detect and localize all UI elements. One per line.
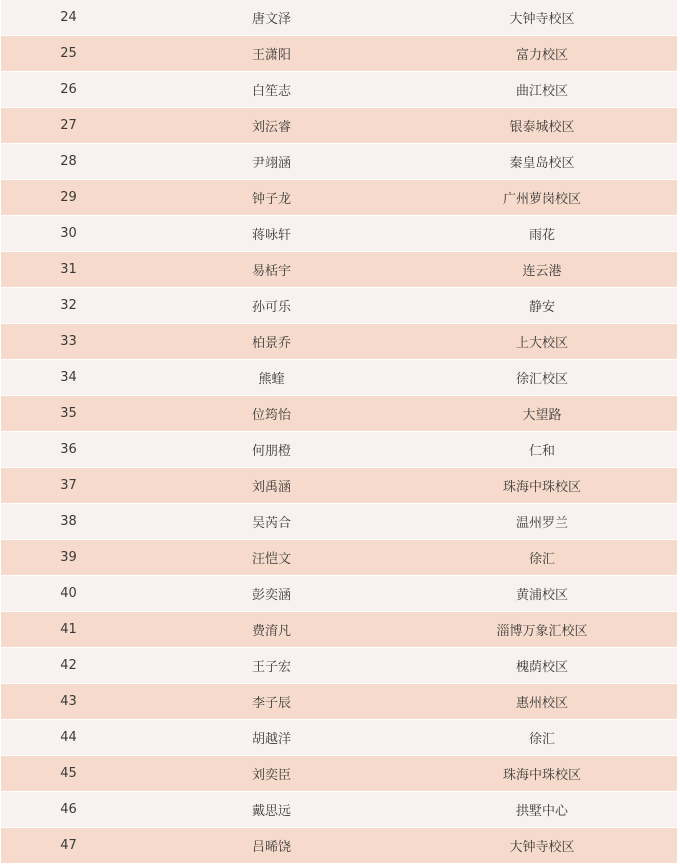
table-row	[1, 0, 677, 36]
campus-name: 惠州校区	[515, 696, 568, 711]
table-row	[1, 216, 677, 252]
student-name: 王子宏	[251, 660, 291, 675]
student-name: 吴芮合	[251, 516, 291, 531]
row-number: 40	[60, 586, 77, 601]
table-row	[1, 72, 677, 108]
campus-name: 徐汇	[528, 552, 555, 567]
row-number: 46	[60, 802, 77, 817]
campus-name: 上大校区	[515, 336, 568, 351]
row-number: 38	[60, 514, 77, 529]
campus-name: 仁和	[528, 444, 555, 459]
campus-name: 温州罗兰	[515, 516, 568, 531]
student-name: 汪恺文	[251, 552, 291, 567]
row-number: 32	[60, 298, 77, 313]
table-row	[1, 396, 677, 432]
table-row	[1, 144, 677, 180]
row-number: 33	[60, 334, 77, 349]
row-number: 27	[60, 118, 77, 133]
campus-name: 秦皇岛校区	[509, 156, 575, 171]
student-name: 白笙志	[251, 84, 291, 99]
table-row	[1, 648, 677, 684]
table-row	[1, 288, 677, 324]
row-number: 45	[60, 766, 77, 781]
campus-name: 连云港	[522, 264, 562, 279]
row-number: 44	[60, 730, 77, 745]
table-row	[1, 252, 677, 288]
student-name: 熊蝰	[258, 372, 285, 387]
student-name: 尹翊涵	[251, 156, 291, 171]
campus-name: 徐汇校区	[515, 372, 568, 387]
row-number: 41	[60, 622, 77, 637]
row-number: 25	[60, 46, 77, 61]
campus-name: 拱墅中心	[515, 804, 568, 819]
campus-name: 黄浦校区	[515, 588, 568, 603]
row-number: 47	[60, 838, 77, 853]
table-row	[1, 684, 677, 720]
row-number: 37	[60, 478, 77, 493]
campus-name: 珠海中珠校区	[502, 480, 581, 495]
row-number: 36	[60, 442, 77, 457]
table-row	[1, 360, 677, 396]
campus-name: 珠海中珠校区	[502, 768, 581, 783]
table-row	[1, 540, 677, 576]
campus-name: 静安	[528, 300, 555, 315]
table-row	[1, 432, 677, 468]
student-name: 刘沄睿	[251, 120, 291, 135]
student-name: 何朋橙	[251, 444, 291, 459]
student-name: 唐文泽	[251, 12, 291, 27]
campus-name: 雨花	[528, 228, 555, 243]
row-number: 31	[60, 262, 77, 277]
row-number: 34	[60, 370, 77, 385]
table-row	[1, 828, 677, 864]
campus-name: 大钟寺校区	[509, 12, 575, 27]
row-number: 42	[60, 658, 77, 673]
table-row	[1, 468, 677, 504]
student-name: 李子辰	[251, 696, 291, 711]
student-name: 费淯凡	[251, 624, 291, 639]
student-name: 柏景乔	[251, 336, 291, 351]
campus-name: 槐荫校区	[515, 660, 568, 675]
row-number: 39	[60, 550, 77, 565]
row-number: 29	[60, 190, 77, 205]
row-number: 26	[60, 82, 77, 97]
row-number: 30	[60, 226, 77, 241]
student-name: 钟子龙	[251, 192, 291, 207]
student-name: 位筠怡	[251, 408, 291, 423]
table-row	[1, 612, 677, 648]
campus-name: 徐汇	[528, 732, 555, 747]
row-number: 28	[60, 154, 77, 169]
student-name: 孙可乐	[251, 300, 291, 315]
student-name: 吕晞饶	[251, 840, 291, 855]
campus-name: 广州萝岗校区	[502, 192, 581, 207]
table-row	[1, 324, 677, 360]
table-row	[1, 756, 677, 792]
table-row	[1, 720, 677, 756]
student-name: 刘禹涵	[251, 480, 291, 495]
row-number: 35	[60, 406, 77, 421]
student-name: 刘奕臣	[251, 768, 291, 783]
table-row	[1, 576, 677, 612]
student-name: 胡越洋	[251, 732, 291, 747]
student-name: 戴思远	[251, 804, 291, 819]
campus-name: 富力校区	[515, 48, 568, 63]
student-name: 蒋咏轩	[251, 228, 291, 243]
campus-name: 银泰城校区	[509, 120, 575, 135]
table-row	[1, 792, 677, 828]
campus-name: 大望路	[522, 408, 562, 423]
student-name: 彭奕涵	[251, 588, 291, 603]
table-row	[1, 504, 677, 540]
row-number: 24	[60, 10, 77, 25]
table-row	[1, 36, 677, 72]
table-row	[1, 108, 677, 144]
student-name: 易栝宇	[251, 264, 291, 279]
row-number: 43	[60, 694, 77, 709]
table-row	[1, 180, 677, 216]
campus-name: 大钟寺校区	[509, 840, 575, 855]
student-name: 王潇阳	[251, 48, 291, 63]
campus-name: 淄博万象汇校区	[496, 624, 588, 639]
campus-name: 曲江校区	[515, 84, 568, 99]
